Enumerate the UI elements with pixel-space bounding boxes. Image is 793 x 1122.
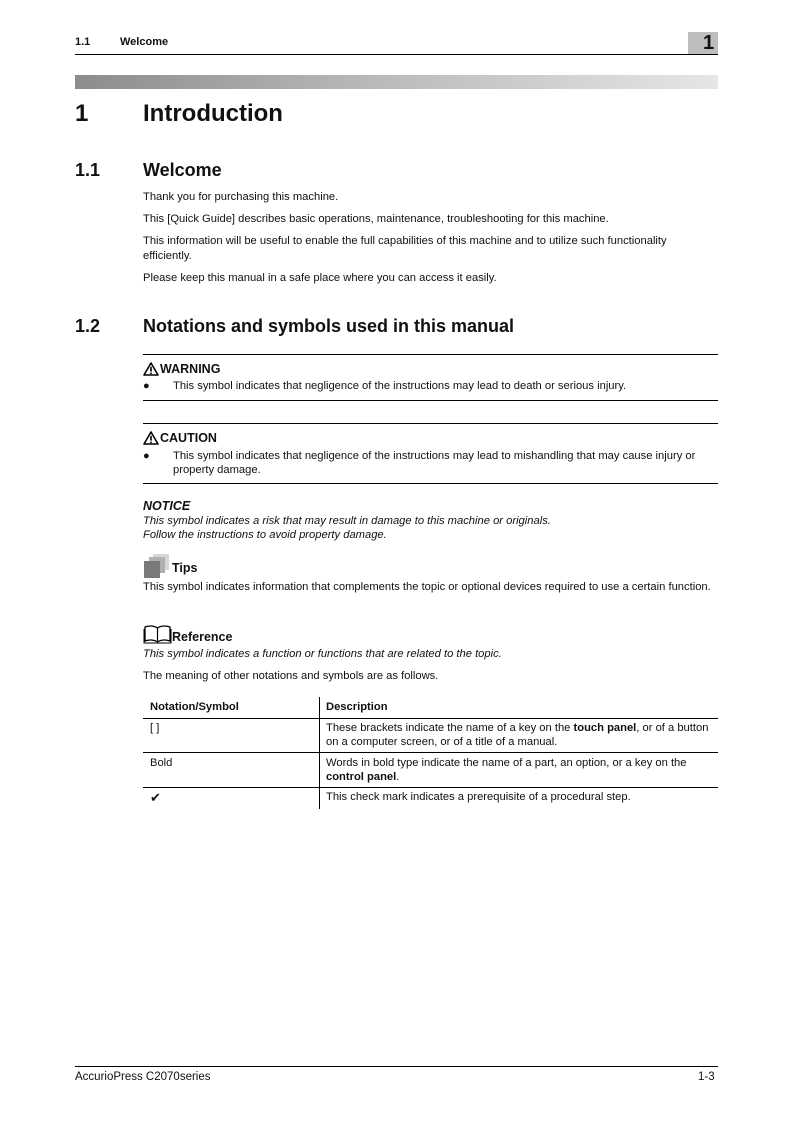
section-1-2-title: Notations and symbols used in this manual	[143, 316, 515, 336]
warning-triangle-icon	[143, 362, 159, 376]
tips-title: Tips	[172, 561, 198, 575]
header-section-title: Welcome	[120, 36, 169, 48]
table-cell-symbol: Bold	[150, 757, 173, 769]
notice-line: Follow the instructions to avoid property damage.	[143, 528, 387, 541]
footer-page-number: 1-3	[698, 1071, 715, 1083]
header-divider	[75, 54, 718, 55]
table-cell-description: Words in bold type indicate the name of a part, an option, or a key on the control panel.	[326, 757, 687, 783]
warning-bottom-rule	[143, 400, 718, 401]
header-section-number: 1.1	[75, 36, 91, 48]
warning-heading	[143, 362, 220, 376]
footer-product-name: AccurioPress C2070series	[75, 1071, 211, 1083]
section-1-1-title: Welcome	[143, 160, 222, 180]
welcome-paragraph: Thank you for purchasing this machine.	[143, 191, 339, 203]
caution-triangle-icon	[143, 431, 159, 445]
section-1-1-number: 1.1	[75, 160, 101, 180]
table-header-notation: Notation/Symbol	[150, 701, 239, 713]
reference-book-icon	[143, 624, 172, 644]
notice-text	[143, 515, 551, 542]
notice-line: This symbol indicates a risk that may result in damage to this machine or originals.	[143, 515, 551, 527]
reference-text: This symbol indicates a function or functions that are related to the topic.	[143, 648, 502, 660]
table-column-divider	[319, 697, 320, 809]
welcome-paragraph: This [Quick Guide] describes basic operations, maintenance, troubleshooting for this machine.	[143, 213, 609, 225]
section-1-2-number: 1.2	[75, 316, 101, 336]
chapter-number: 1	[75, 100, 89, 127]
caution-title: CAUTION	[160, 431, 217, 445]
warning-text: This symbol indicates that negligence of the instructions may lead to death or serious injury.	[173, 380, 627, 392]
tips-text: This symbol indicates information that complements the topic or optional devices required to use a certain function.	[143, 581, 711, 593]
caution-bottom-rule	[143, 483, 718, 484]
table-cell-description: This check mark indicates a prerequisite of a procedural step.	[326, 791, 631, 803]
reference-title: Reference	[172, 630, 233, 644]
table-row-rule	[143, 787, 718, 788]
table-header-rule	[143, 718, 718, 719]
table-header-description: Description	[326, 701, 388, 713]
warning-top-rule	[143, 354, 718, 355]
notice-title: NOTICE	[143, 499, 191, 513]
warning-title: WARNING	[160, 362, 221, 376]
caution-text: This symbol indicates that negligence of the instructions may lead to mishandling that may cause injury or property damage.	[173, 450, 696, 476]
welcome-paragraph: Please keep this manual in a safe place where you can access it easily.	[143, 272, 497, 284]
warning-bullet: ●	[143, 380, 150, 392]
caution-bullet: ●	[143, 450, 150, 462]
caution-heading	[143, 431, 217, 445]
table-cell-description: These brackets indicate the name of a key on the touch panel, or of a button on a computer screen, or of a title of a manual.	[326, 722, 709, 748]
footer-divider	[75, 1066, 718, 1067]
table-cell-symbol: [ ]	[150, 722, 160, 734]
chapter-tab-number: 1	[703, 32, 715, 54]
tips-icon	[143, 553, 171, 579]
notations-intro: The meaning of other notations and symbols are as follows.	[143, 670, 439, 682]
chapter-title: Introduction	[143, 100, 283, 127]
table-row-rule	[143, 752, 718, 753]
welcome-paragraph: This information will be useful to enable the full capabilities of this machine and to utilize such functionality efficiently.	[143, 235, 667, 262]
table-cell-checkmark: ✔	[150, 790, 161, 805]
chapter-gradient-bar	[75, 75, 718, 89]
caution-top-rule	[143, 423, 718, 424]
